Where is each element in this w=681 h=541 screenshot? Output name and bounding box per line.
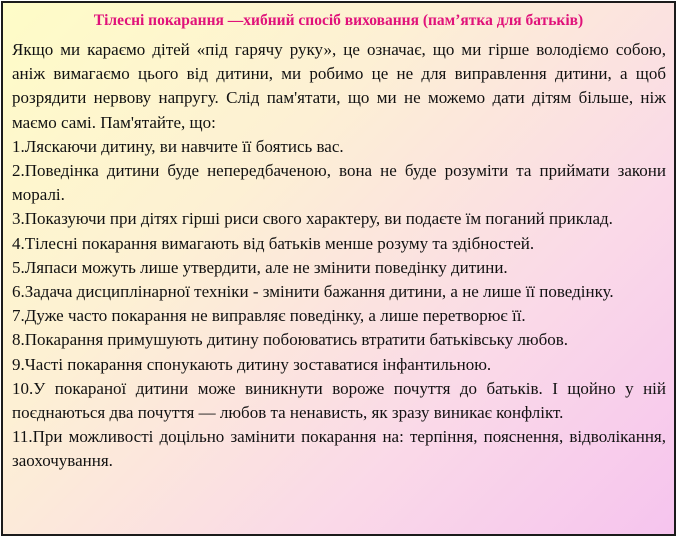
memo-item-6: 6.Задача дисциплінарної техніки - змінити бажання дитини, а не лише її поведінку. — [12, 282, 614, 302]
memo-item-1: 1.Ляскаючи дитину, ви навчите її боятись вас. — [12, 136, 344, 156]
memo-intro: Якщо ми караємо дітей «під гарячу руку», це означає, що ми гірше володіємо собою, аніж вимагаємо цього від дитини, ми робимо це не для виправлення дитини, а щоб розрядити нервову напругу. Слід пам'ятати, що ми не можемо дати дітям більше, ніж маємо самі. Пам'ятайте, що: — [12, 40, 666, 132]
memo-item-9: 9.Часті покарання спонукають дитину зоставатися інфантильною. — [12, 354, 492, 374]
memo-title — [3, 12, 674, 30]
memo-title-main: Тілесні покарання —хибний спосіб виховання — [93, 12, 419, 29]
memo-item-5: 5.Ляпаси можуть лише утвердити, але не змінити поведінку дитини. — [12, 257, 508, 277]
memo-body — [12, 38, 666, 474]
memo-item-3: 3.Показуючи при дітях гірші риси свого характеру, ви подаєте їм поганий приклад. — [12, 209, 613, 229]
memo-item-2: 2.Поведінка дитини буде непередбаченою, вона не буде розуміти та приймати закони моралі. — [12, 161, 666, 205]
memo-item-10: 10.У покараної дитини може виникнути вороже почуття до батьків. І щойно у ній поєднаються два почуття — любов та ненависть, як зразу виникає конфлікт. — [12, 378, 666, 423]
memo-card — [1, 1, 676, 536]
memo-title-sub: (пам’ятка для батьків) — [418, 12, 584, 29]
memo-item-8: 8.Покарання примушують дитину побоюватись втратити батьківську любов. — [12, 330, 569, 350]
memo-item-4: 4.Тілесні покарання вимагають від батьків менше розуму та здібностей. — [12, 233, 535, 253]
memo-item-7: 7.Дуже часто покарання не виправляє поведінку, а лише перетворює її. — [12, 306, 526, 326]
memo-item-11: 11.При можливості доцільно замінити покарання на: терпіння, пояснення, відволікання, заохочування. — [12, 427, 666, 471]
